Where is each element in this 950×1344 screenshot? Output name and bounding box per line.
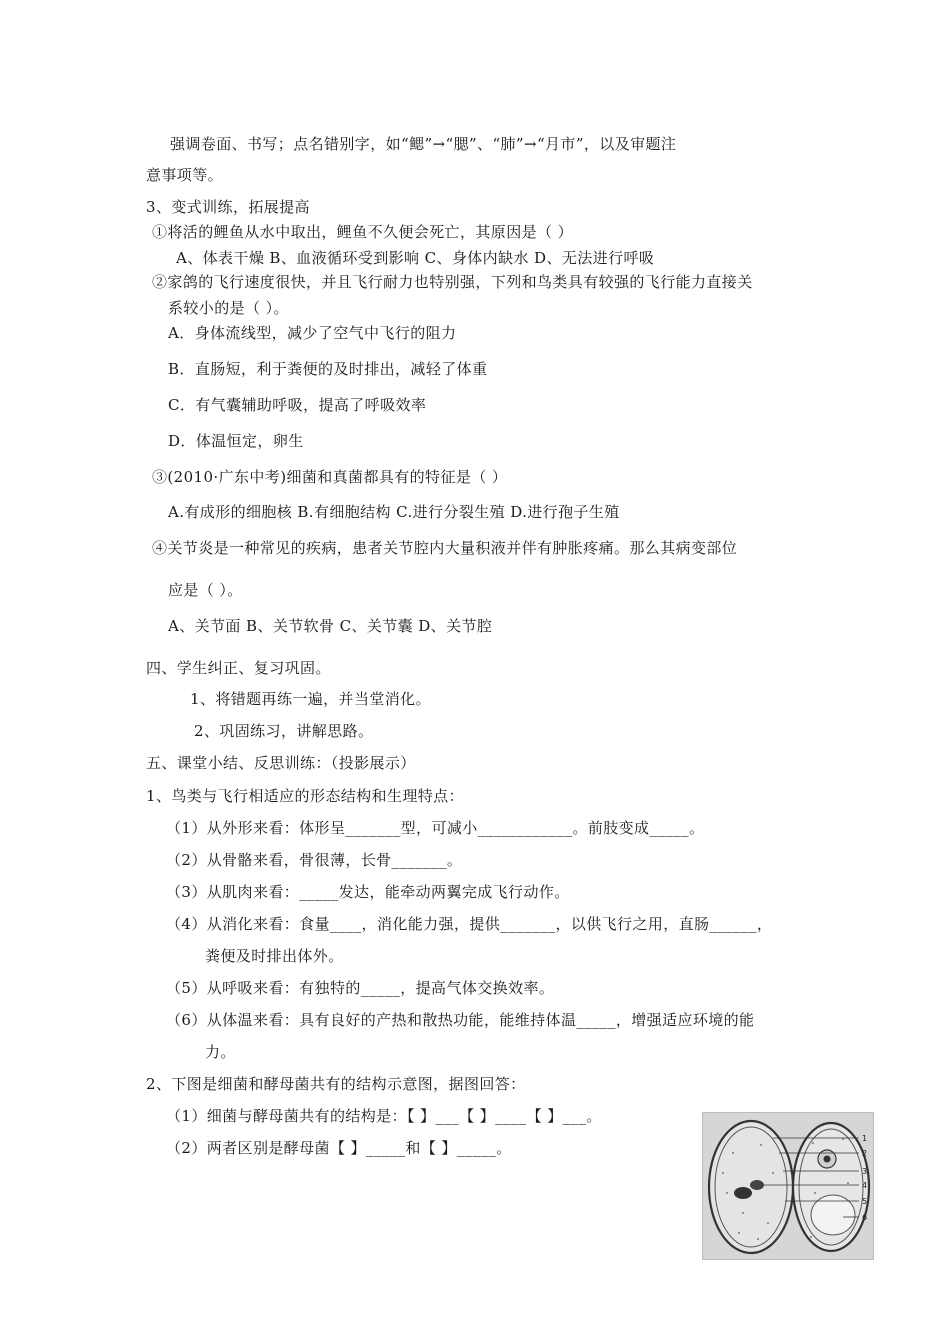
figure-label-4: 4 [862,1181,868,1190]
line-20: 五、课堂小结、反思训练：（投影展示） [146,754,416,772]
line-14: ④关节炎是一种常见的疾病，患者关节腔内大量积液并伴有肿胀疼痛。那么其病变部位 [152,539,738,557]
cell-diagram [703,1113,873,1259]
figure-label-5: 5 [862,1197,868,1206]
line-31: （1）细菌与酵母菌共有的结构是：【 】___【 】____【 】___。 [166,1107,602,1125]
line-16: A、关节面 B、关节软骨 C、关节囊 D、关节腔 [168,617,493,635]
line-30: 2、下图是细菌和酵母菌共有的结构示意图，据图回答： [146,1075,526,1093]
line-25: （4）从消化来看：食量____，消化能力强，提供_______，以供飞行之用，直肠______， [166,915,773,933]
line-21: 1、鸟类与飞行相适应的形态结构和生理特点： [146,787,464,805]
line-06: ②家鸽的飞行速度很快，并且飞行耐力也特别强，下列和鸟类具有较强的飞行能力直接关 [152,273,753,291]
cell-structure-figure [702,1112,874,1260]
line-23: （2）从骨骼来看，骨很薄，长骨_______。 [166,851,463,869]
line-09: B．直肠短，利于粪便的及时排出，减轻了体重 [168,360,488,378]
line-22: （1）从外形来看：体形呈_______型，可减小____________。前肢变成_____。 [166,819,705,837]
line-26: 粪便及时排出体外。 [205,947,344,965]
line-01: 强调卷面、书写；点名错别字，如“鳃”→“腮”、“肺”→“月市”，以及审题注 [170,135,677,153]
line-24: （3）从肌肉来看：_____发达，能牵动两翼完成飞行动作。 [166,883,570,901]
line-11: D．体温恒定，卵生 [168,432,304,450]
line-08: A．身体流线型，减少了空气中飞行的阻力 [168,324,457,342]
line-29: 力。 [205,1043,236,1061]
line-28: （6）从体温来看：具有良好的产热和散热功能，能维持体温_____，增强适应环境的能 [166,1011,755,1029]
line-32: （2）两者区别是酵母菌【 】_____和【 】_____。 [166,1139,512,1157]
line-19: 2、巩固练习，讲解思路。 [194,722,374,740]
figure-label-3: 3 [862,1167,868,1176]
line-05: A、体表干燥 B、血液循环受到影响 C、身体内缺水 D、无法进行呼吸 [176,249,655,267]
line-10: C．有气囊辅助呼吸，提高了呼吸效率 [168,396,427,414]
figure-label-1: 1 [862,1134,868,1143]
line-27: （5）从呼吸来看：有独特的_____，提高气体交换效率。 [166,979,555,997]
line-18: 1、将错题再练一遍，并当堂消化。 [190,690,431,708]
line-04: ①将活的鲤鱼从水中取出，鲤鱼不久便会死亡，其原因是（ ） [152,223,573,241]
line-02: 意事项等。 [146,166,224,184]
figure-label-2: 2 [862,1149,868,1158]
line-12: ③(2010·广东中考)细菌和真菌都具有的特征是（ ） [152,468,508,486]
line-13: A.有成形的细胞核 B.有细胞结构 C.进行分裂生殖 D.进行孢子生殖 [168,503,620,521]
line-03: 3、变式训练，拓展提高 [146,198,310,216]
line-07: 系较小的是（ ）。 [168,299,289,317]
line-15: 应是（ ）。 [168,581,243,599]
line-17: 四、学生纠正、复习巩固。 [146,659,331,677]
figure-label-6: 6 [862,1213,868,1222]
